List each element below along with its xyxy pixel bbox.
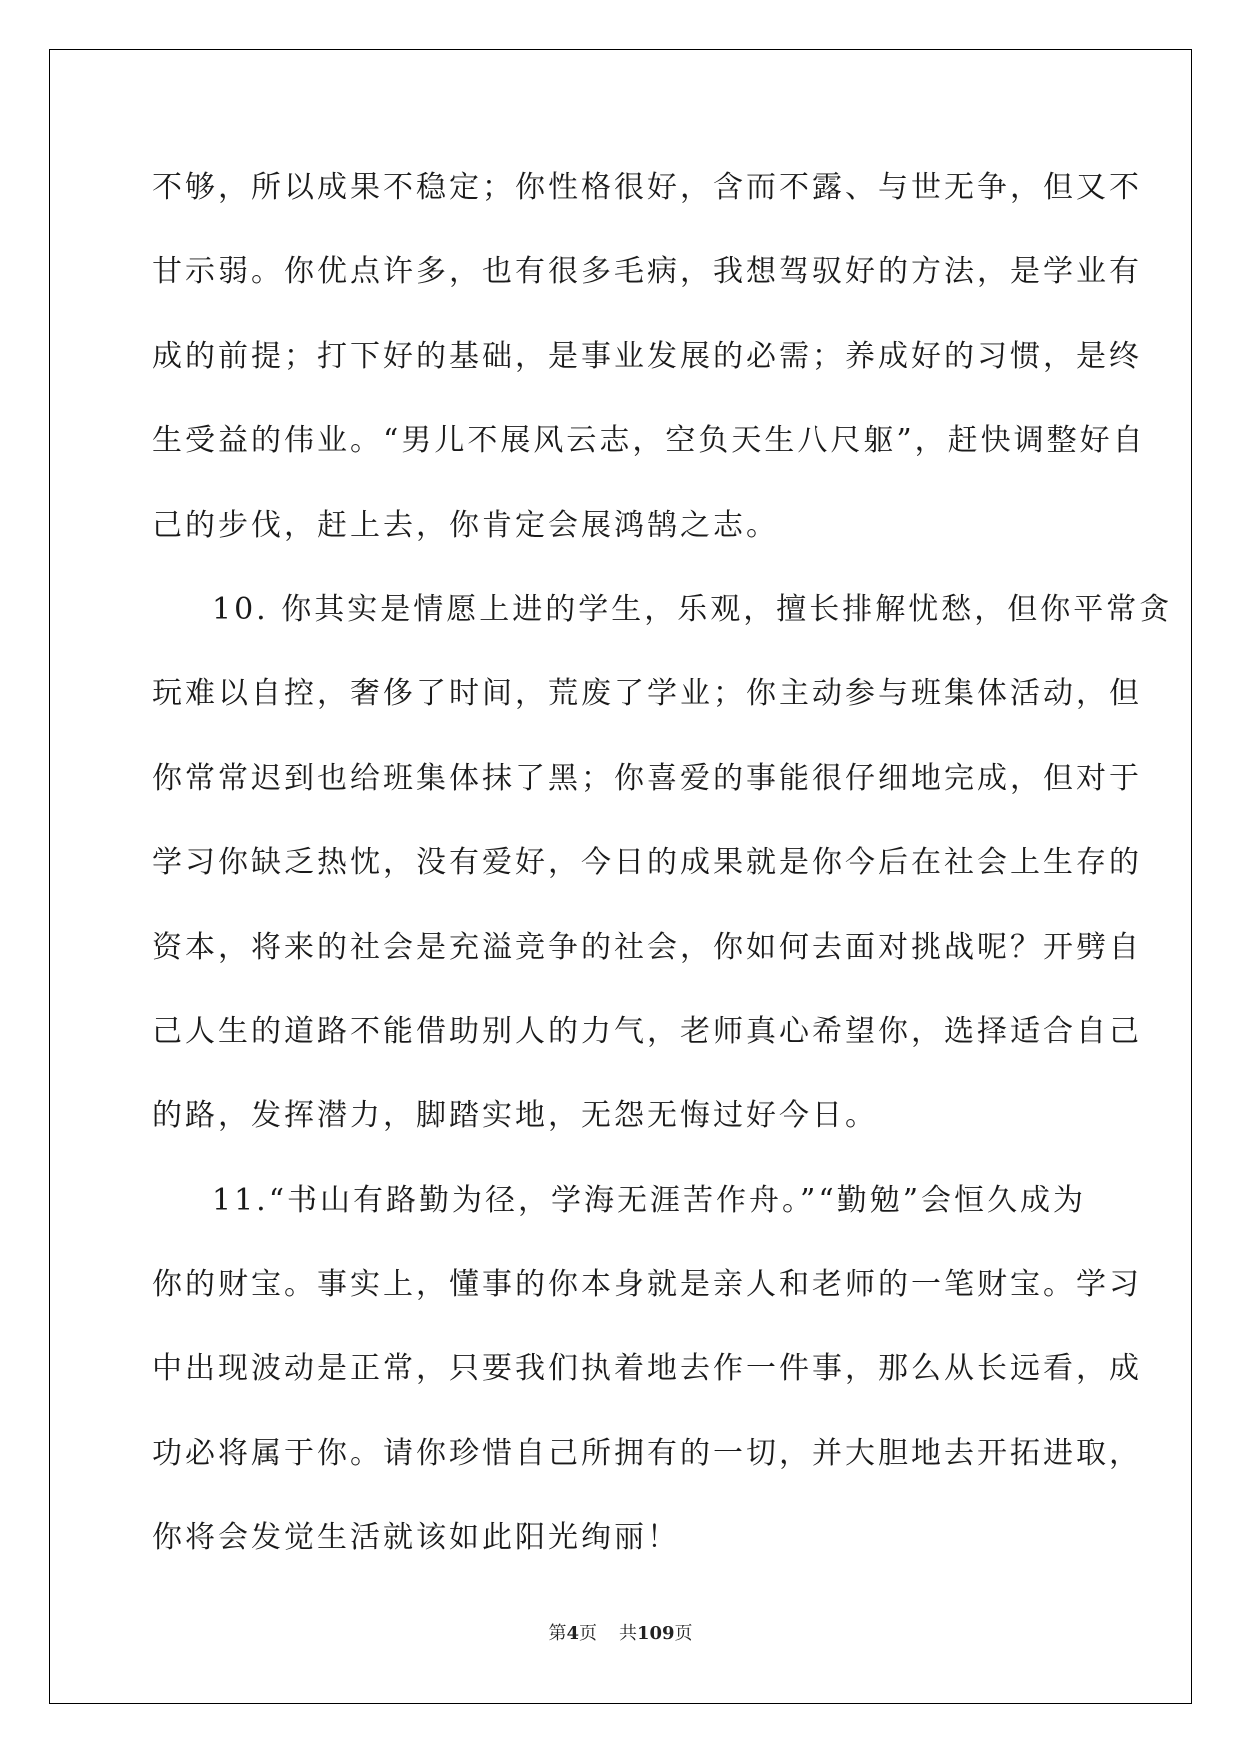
paragraph-start-line: 10. 你其实是情愿上进的学生，乐观，擅长排解忧愁，但你平常贪 — [212, 591, 1173, 627]
footer-total-suffix: 页 — [674, 1623, 693, 1644]
text-line: 的路，发挥潜力，脚踏实地，无怨无悔过好今日。 — [152, 1098, 878, 1134]
text-line: 中出现波动是正常，只要我们执着地去作一件事，那么从长远看，成 — [152, 1351, 1142, 1387]
text-line: 学习你缺乏热忱，没有爱好，今日的成果就是你今后在社会上生存的 — [152, 845, 1142, 881]
document-body — [152, 160, 1173, 1595]
total-pages: 109 — [636, 1623, 675, 1644]
text-line: 甘示弱。你优点许多，也有很多毛病，我想驾驭好的方法，是学业有 — [152, 254, 1142, 290]
text-line: 你的财宝。事实上，懂事的你本身就是亲人和老师的一笔财宝。学习 — [152, 1267, 1142, 1303]
text-line: 你常常迟到也给班集体抹了黑；你喜爱的事能很仔细地完成，但对于 — [152, 760, 1142, 796]
text-line: 你将会发觉生活就该如此阳光绚丽！ — [152, 1520, 680, 1556]
text-line: 生受益的伟业。“男儿不展风云志，空负天生八尺躯”，赶快调整好自 — [152, 423, 1146, 459]
page-number: 4 — [566, 1623, 579, 1644]
paragraph-start-line: 11.“书山有路勤为径，学海无涯苦作舟。”“勤勉”会恒久成为 — [212, 1182, 1087, 1218]
text-line: 资本，将来的社会是充溢竞争的社会，你如何去面对挑战呢？开劈自 — [152, 929, 1142, 965]
text-line: 功必将属于你。请你珍惜自己所拥有的一切，并大胆地去开拓进取， — [152, 1435, 1142, 1471]
text-line: 成的前提；打下好的基础，是事业发展的必需；养成好的习惯，是终 — [152, 338, 1142, 374]
footer-prefix: 第 — [548, 1623, 567, 1644]
text-line: 己人生的道路不能借助别人的力气，老师真心希望你，选择适合自己 — [152, 1013, 1142, 1049]
text-line: 不够，所以成果不稳定；你性格很好，含而不露、与世无争，但又不 — [152, 170, 1142, 205]
footer-total-prefix: 共 — [618, 1623, 637, 1644]
page-footer — [0, 1622, 1241, 1646]
text-line: 玩难以自控，奢侈了时间，荒废了学业；你主动参与班集体活动，但 — [152, 676, 1142, 712]
footer-page-suffix: 页 — [578, 1623, 597, 1644]
text-line: 己的步伐，赶上去，你肯定会展鸿鹄之志。 — [152, 507, 779, 543]
